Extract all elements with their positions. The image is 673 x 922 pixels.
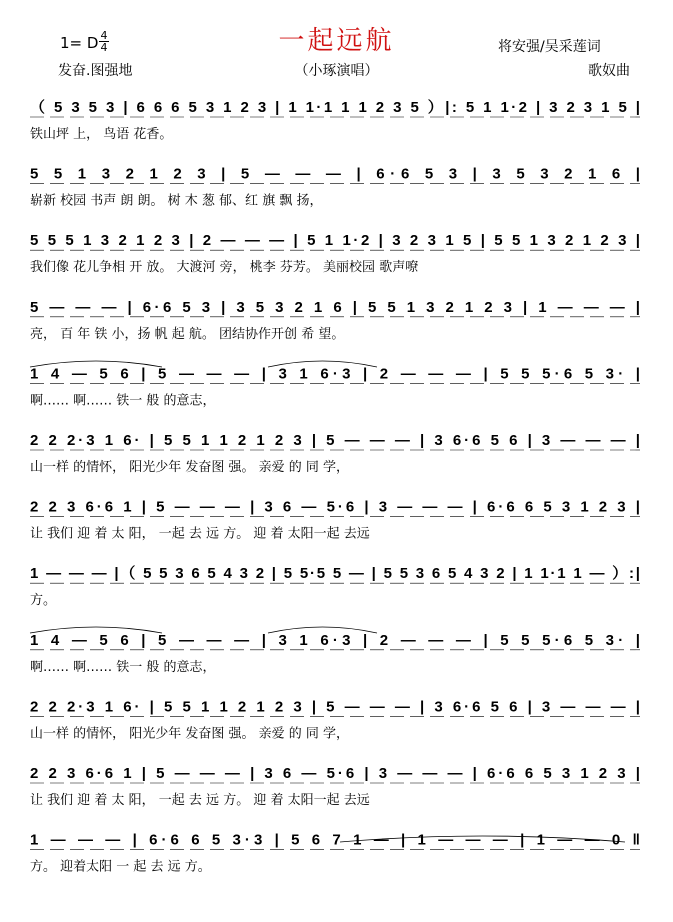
notes-line: 5 5 1 3 2 1 2 3 | 5 — — — | 6·6 5 3 | 3 5 3 2 1 6 | [30, 165, 640, 183]
notes-line: 5 — — — | 6·6 5 3 | 3 5 3 2 1 6 | 5 5 1 3 2 1 2 3 | 1 — — — | [30, 298, 640, 316]
notes-line: 1 — — — | 6·6 6 5 3·3 | 5 6 7 1 — | 1 — — — | 1 — — 0 ‖ [30, 831, 640, 849]
lyricist-credit: 将安强/吴采莲词 [498, 39, 601, 55]
lyrics-line: 方。 [30, 593, 57, 609]
singer-credit: （小琢演唱） [294, 63, 379, 79]
meter-denominator: 4 [100, 41, 108, 54]
song-title: 一起远航 [278, 26, 395, 56]
lyrics-line: 山一样 的情怀， 阳光少年 发奋图 强。 亲爱 的 同 学， [30, 460, 350, 475]
notes-line: 2 2 3 6·6 1 | 5 — — — | 3 6 — 5·6 | 3 — — — | 6·6 6 5 3 1 2 3 | [30, 498, 641, 516]
lyrics-line: 啊…… 啊…… 铁一 般 的意志， [30, 393, 216, 409]
score-system [30, 232, 640, 275]
lyrics-line: 让 我们 迎 着 太 阳， 一起 去 远 方。 迎 着 太阳一起 去远 [30, 526, 370, 542]
lyrics-line: 我们像 花儿争相 开 放。 大渡河 旁， 桃李 芬芳。 美丽校园 歌声嘹 [30, 260, 419, 276]
notes-line: 1 4 — 5 6 | 5 — — — | 3 1 6·3 | 2 — — — | 5 5 5·6 5 3· | [30, 631, 641, 649]
notes-line: 2 2 2·3 1 6· | 5 5 1 1 2 1 2 3 | 5 — — — | 3 6·6 5 6 | 3 — — — | [30, 432, 640, 449]
notes-line: 2 2 2·3 1 6· | 5 5 1 1 2 1 2 3 | 5 — — — | 3 6·6 5 6 | 3 — — — | [30, 698, 640, 716]
lyrics-line: 啊…… 啊…… 铁一 般 的意志， [30, 659, 216, 675]
score-system [30, 299, 640, 342]
score-system [30, 564, 640, 608]
notes-line: 5 5 5 1 3 2 1 2 3 | 2 — — — | 5 1 1·2 | 3 2 3 1 5 | 5 5 1 3 2 1 2 3 | [30, 232, 640, 250]
lyrics-line: 山一样 的情怀， 阳光少年 发奋图 强。 亲爱 的 同 学， [30, 726, 350, 742]
score-system [30, 765, 640, 808]
key-signature: 1= D [60, 34, 99, 52]
score-system [30, 432, 640, 475]
score-system [30, 365, 640, 408]
notes-line: 1 — — — |（ 5 5 3 6 5 4 3 2 | 5 5·5 5 — | 5 5 3 6 5 4 3 2 | 1 1·1 1 — ）:| [30, 565, 640, 583]
score-system [30, 832, 640, 875]
notes-line: 1 4 — 5 6 | 5 — — — | 3 1 6·3 | 2 — — — | 5 5 5·6 5 3· | [30, 365, 641, 383]
score-system [30, 499, 640, 542]
score-system [30, 98, 640, 142]
lyrics-line: 铁山坪 上， 鸟语 花香。 [30, 127, 173, 142]
lyrics-line: 崭新 校园 书声 朗 朗。 树 木 葱 郁、红 旗 飘 扬， [30, 193, 323, 209]
score-system [30, 166, 640, 209]
notes-line: 2 2 3 6·6 1 | 5 — — — | 3 6 — 5·6 | 3 — — — | 6·6 6 5 3 1 2 3 | [30, 765, 641, 782]
notes-line: （ 5 3 5 3 | 6 6 6 5 3 1 2 3 | 1 1·1 1 1 2 3 5 ）|: 5 1 1·2 | 3 2 3 1 5 | [30, 99, 641, 116]
lyrics-line: 让 我们 迎 着 太 阳， 一起 去 远 方。 迎 着 太阳一起 去远 [30, 793, 370, 808]
lyrics-line: 亮， 百 年 铁 小，扬 帆 起 航。 团结协作开创 希 望。 [30, 326, 345, 342]
score-system [30, 632, 640, 675]
score-system [30, 698, 640, 741]
meter-numerator: 4 [100, 29, 108, 42]
performance-direction: 发奋.图强地 [58, 63, 133, 79]
lyrics-line: 方。 迎着太阳 一 起 去 远 方。 [30, 859, 211, 875]
composer-credit: 歌奴曲 [588, 63, 630, 79]
